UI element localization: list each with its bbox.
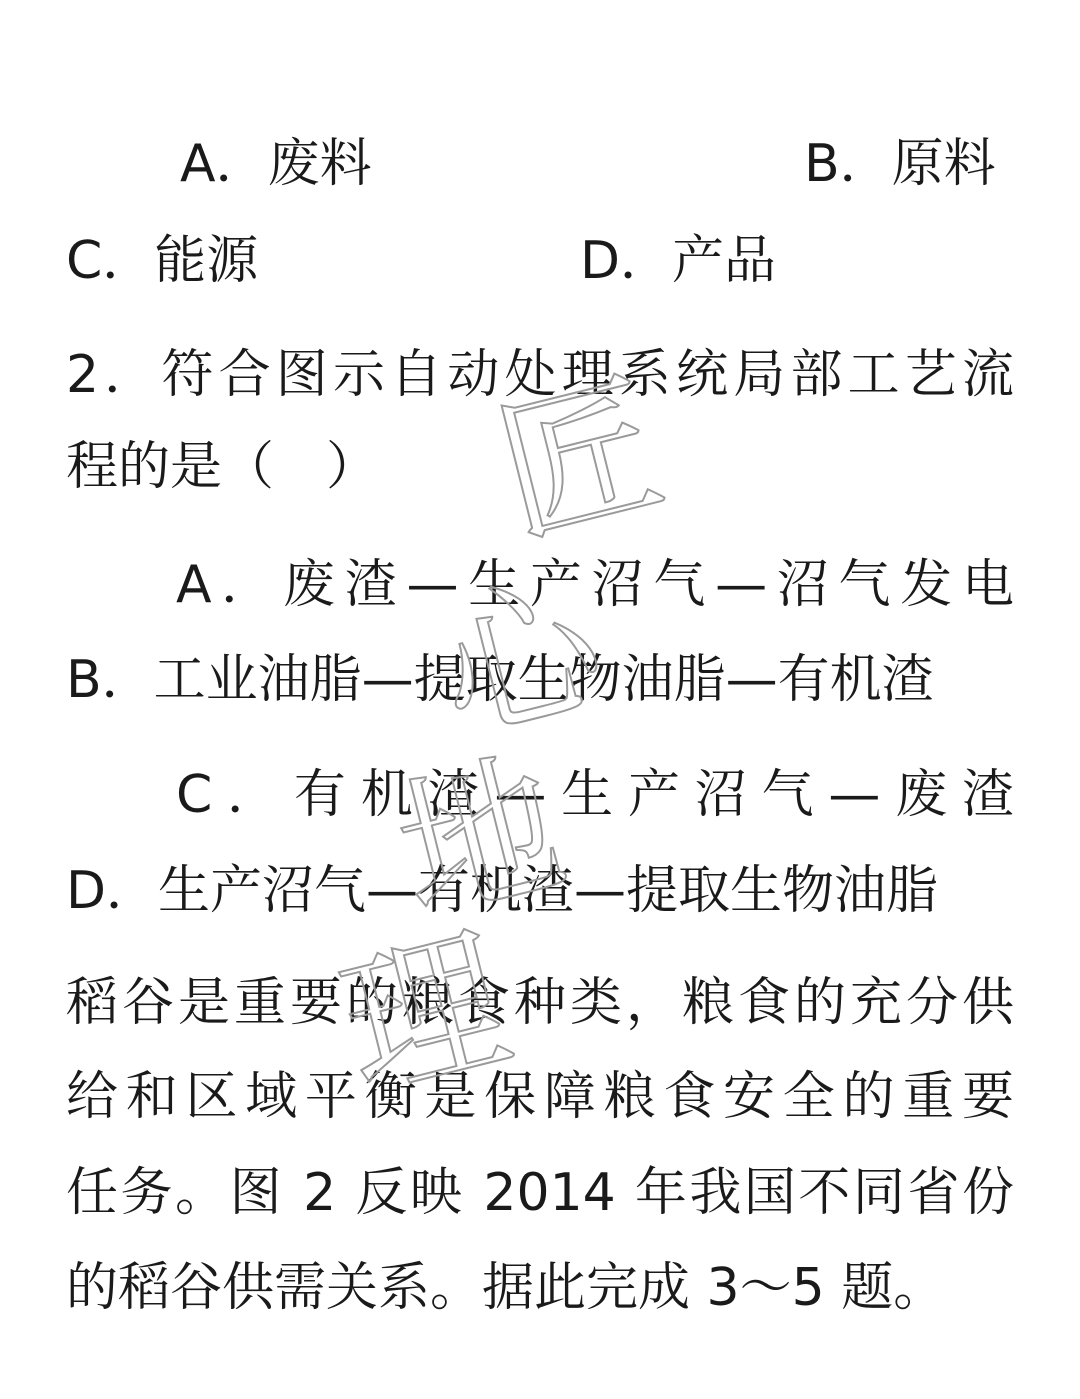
q2-option-c[interactable]: C．有机渣—生产沼气—废渣 (176, 765, 1014, 825)
watermark-char-4: 理 (324, 904, 526, 1125)
q2-option-a[interactable]: A．废渣—生产沼气—沼气发电 (176, 555, 1014, 615)
passage-line4: 的稻谷供需关系。据此完成 3～5 题。 (66, 1258, 946, 1318)
q2-stem-line1: 2．符合图示自动处理系统局部工艺流 (66, 345, 1014, 405)
q2-option-b[interactable]: B．工业油脂—提取生物油脂—有机渣 (66, 650, 934, 710)
q2-stem-line2: 程的是（ ） (66, 437, 379, 497)
watermark-char-2: 心 (419, 549, 621, 770)
q1-option-a[interactable]: A．废料 (180, 134, 372, 194)
watermark-char-3: 地 (379, 729, 581, 950)
passage-line3: 任务。图 2 反映 2014 年我国不同省份 (66, 1163, 1014, 1223)
passage-line1: 稻谷是重要的粮食种类，粮食的充分供 (66, 973, 1014, 1033)
watermark-char-1: 匠 (479, 349, 681, 570)
q1-options-row1 (0, 129, 1080, 199)
q1-option-b[interactable]: B．原料 (804, 134, 996, 194)
q1-option-c[interactable]: C．能源 (66, 231, 259, 291)
q1-options-row2 (0, 226, 1080, 296)
q1-option-d[interactable]: D．产品 (580, 231, 777, 291)
q2-option-d[interactable]: D．生产沼气—有机渣—提取生物油脂 (66, 861, 939, 921)
passage-line2: 给和区域平衡是保障粮食安全的重要 (66, 1067, 1014, 1127)
